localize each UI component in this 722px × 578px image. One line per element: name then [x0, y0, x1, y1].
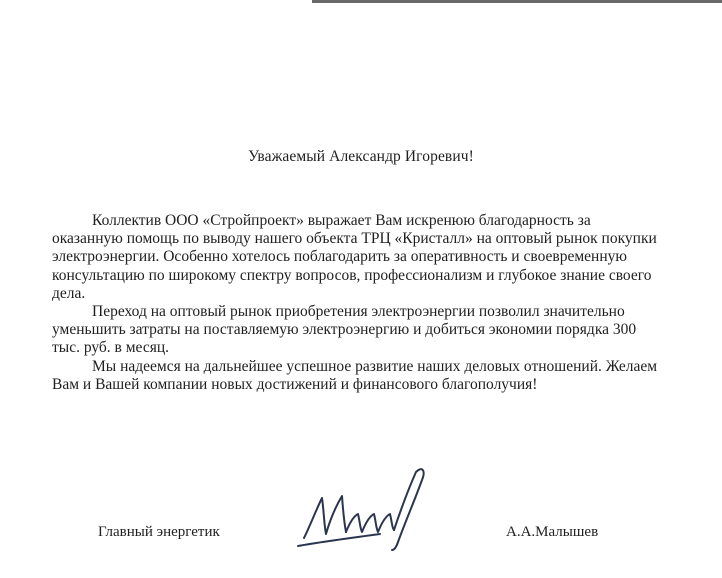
signature-block [0, 520, 722, 550]
letter-greeting: Уважаемый Александр Игоревич! [248, 148, 474, 165]
paragraph-gratitude: Коллектив ООО «Стройпроект» выражает Вам искренюю благодарность за оказанную помощь по выводу нашего объекта ТРЦ «Кристалл» на оптовый рынок покупки электроэнергии. Особенно хотелось поблагодарить за оперативность и своевременную консультацию по широкому спектру вопросов, профессионализм и глубокое знание своего дела. [52, 212, 657, 302]
signer-position: Главный энергетик [98, 524, 220, 540]
signer-name: А.А.Малышев [506, 524, 599, 540]
paragraph-wishes: Мы надеемся на дальнейшее успешное развитие наших деловых отношений. Желаем Вам и Вашей компании новых достижений и финансового благополучия! [52, 357, 658, 393]
letter-body [52, 212, 664, 394]
paragraph-savings: Переход на оптовый рынок приобретения электроэнергии позволил значительно уменьшить затраты на поставляемую электроэнергию и добиться экономии порядка 300 тыс. руб. в месяц. [52, 303, 637, 357]
top-border-line [312, 0, 722, 3]
